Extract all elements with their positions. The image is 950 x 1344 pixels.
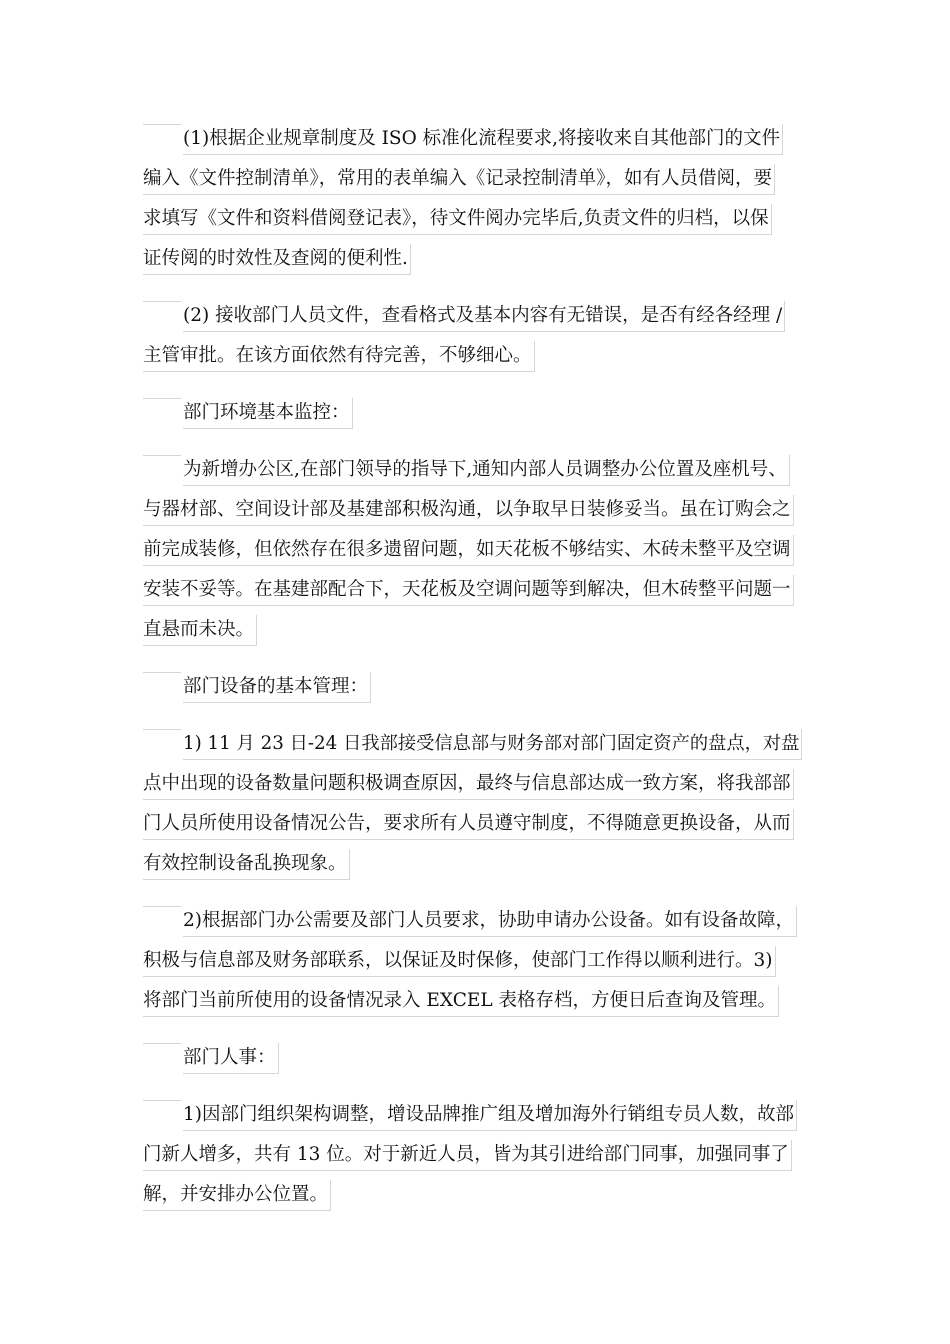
line-text: 将部门当前所使用的设备情况录入 EXCEL 表格存档，方便日后查询及管理。 [143, 986, 779, 1017]
text-line [143, 1038, 823, 1078]
paragraph [143, 450, 823, 650]
text-line [143, 844, 823, 884]
line-text: 证传阅的时效性及查阅的便利性. [143, 244, 411, 275]
text-line [143, 393, 823, 433]
paragraph [143, 393, 823, 433]
text-line [143, 119, 823, 159]
paragraph [143, 296, 823, 376]
line-text: 解，并安排办公位置。 [143, 1180, 331, 1211]
line-text: 编入《文件控制清单》，常用的表单编入《记录控制清单》，如有人员借阅，要 [143, 164, 775, 195]
text-line [143, 981, 823, 1021]
text-line [143, 941, 823, 981]
text-line [143, 570, 823, 610]
line-text: 2)根据部门办公需要及部门人员要求，协助申请办公设备。如有设备故障， [183, 906, 797, 937]
line-text: 有效控制设备乱换现象。 [143, 849, 350, 880]
line-text: 1)因部门组织架构调整，增设品牌推广组及增加海外行销组专员人数，故部 [183, 1100, 797, 1131]
text-line [143, 199, 823, 239]
paragraph [143, 1038, 823, 1078]
text-line [143, 1095, 823, 1135]
paragraph [143, 724, 823, 884]
text-line [143, 239, 823, 279]
line-text: 前完成装修，但依然存在很多遗留问题，如天花板不够结实、木砖未整平及空调 [143, 535, 794, 566]
line-text: (1)根据企业规章制度及 ISO 标准化流程要求,将接收来自其他部门的文件 [183, 124, 783, 155]
text-line [143, 336, 823, 376]
line-text: 积极与信息部及财务部联系，以保证及时保修，使部门工作得以顺利进行。3) [143, 946, 776, 977]
line-text: 1) 11 月 23 日-24 日我部接受信息部与财务部对部门固定资产的盘点，对盘 [183, 729, 802, 760]
text-line [143, 804, 823, 844]
line-text: 部门环境基本监控： [183, 398, 353, 429]
text-line [143, 1135, 823, 1175]
line-text: 门新人增多，共有 13 位。对于新近人员，皆为其引进给部门同事，加强同事了 [143, 1140, 792, 1171]
text-line [143, 490, 823, 530]
line-text: 门人员所使用设备情况公告，要求所有人员遵守制度，不得随意更换设备，从而 [143, 809, 794, 840]
document-page [143, 119, 823, 1232]
line-text: 部门设备的基本管理： [183, 672, 371, 703]
text-line [143, 296, 823, 336]
text-line [143, 1175, 823, 1215]
line-text: 直悬而未决。 [143, 615, 257, 646]
line-text: 为新增办公区,在部门领导的指导下,通知内部人员调整办公位置及座机号、 [183, 455, 790, 486]
paragraph [143, 119, 823, 279]
text-line [143, 764, 823, 804]
line-text: (2) 接收部门人员文件，查看格式及基本内容有无错误，是否有经各经理 / [183, 301, 785, 332]
text-line [143, 610, 823, 650]
line-text: 求填写《文件和资料借阅登记表》，待文件阅办完毕后,负责文件的归档，以保 [143, 204, 772, 235]
text-line [143, 667, 823, 707]
line-text: 部门人事： [183, 1043, 279, 1074]
paragraph [143, 667, 823, 707]
line-text: 点中出现的设备数量问题积极调查原因，最终与信息部达成一致方案，将我部部 [143, 769, 794, 800]
line-text: 与器材部、空间设计部及基建部积极沟通，以争取早日装修妥当。虽在订购会之 [143, 495, 794, 526]
line-text: 安装不妥等。在基建部配合下，天花板及空调问题等到解决，但木砖整平问题一 [143, 575, 794, 606]
text-line [143, 901, 823, 941]
text-line [143, 159, 823, 199]
line-text: 主管审批。在该方面依然有待完善，不够细心。 [143, 341, 535, 372]
text-line [143, 724, 823, 764]
text-line [143, 450, 823, 490]
paragraph [143, 901, 823, 1021]
paragraph [143, 1095, 823, 1215]
text-line [143, 530, 823, 570]
